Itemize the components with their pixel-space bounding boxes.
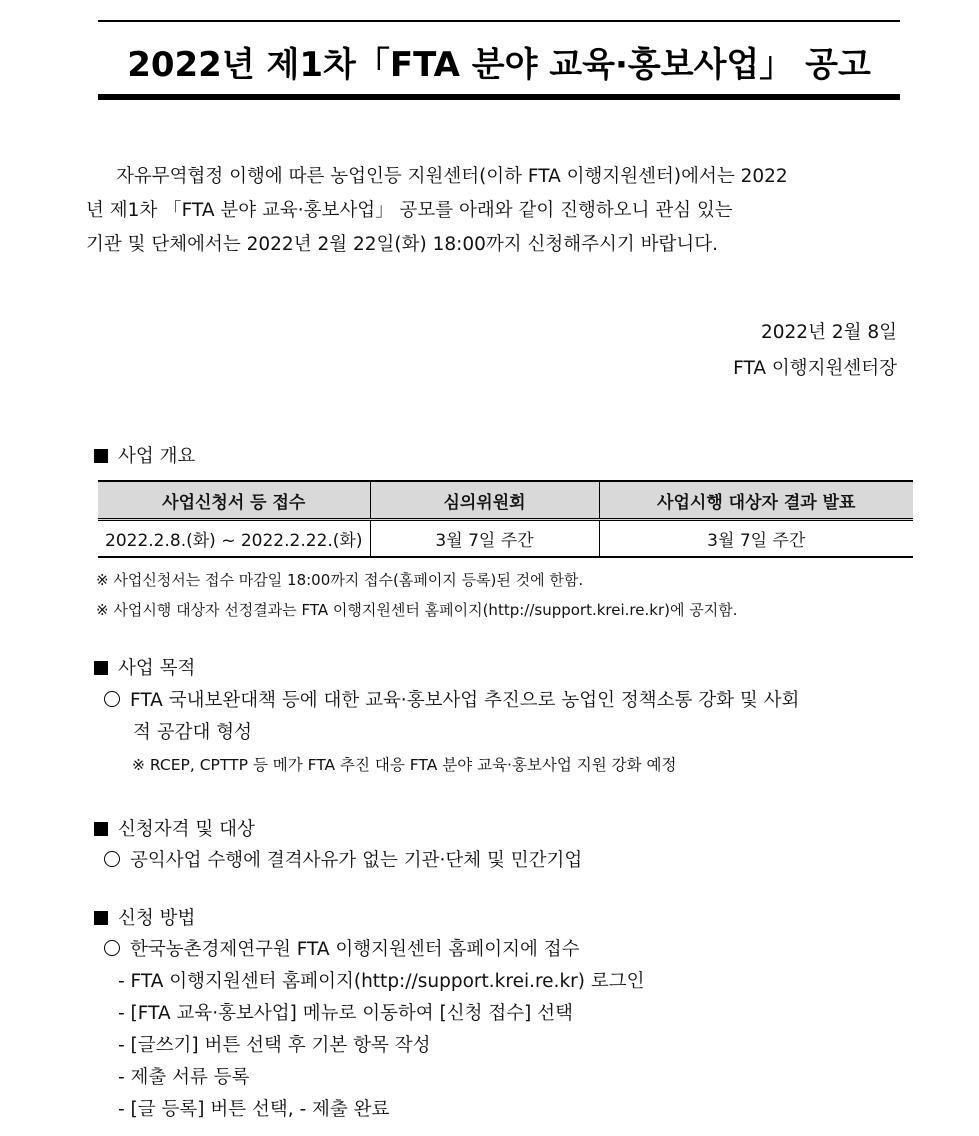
table-header-cell: 사업시행 대상자 결과 발표 (599, 481, 913, 520)
section-heading-purpose: 사업 목적 (94, 654, 195, 680)
intro-line-1: 자유무역협정 이행에 따른 농업인등 지원센터(이하 FTA 이행지원센터)에서는 2022 (116, 166, 788, 187)
square-bullet-icon (94, 449, 108, 463)
overview-note-2: ※ 사업시행 대상자 선정결과는 FTA 이행지원센터 홈페이지(http://support.krei.re.kr)에 공지함. (96, 601, 738, 619)
table-header-cell: 심의위원회 (370, 481, 599, 520)
table-header-cell: 사업신청서 등 접수 (98, 481, 370, 520)
circle-bullet-icon (104, 851, 120, 867)
purpose-item: FTA 국내보완대책 등에 대한 교육‧홍보사업 추진으로 농업인 정책소통 강화 및 사회 (104, 686, 799, 712)
eligibility-item: 공익사업 수행에 결격사유가 없는 기관‧단체 및 민간기업 (104, 846, 582, 872)
intro-paragraph (86, 160, 900, 262)
method-step-1: - FTA 이행지원센터 홈페이지(http://support.krei.re.kr) 로그인 (118, 971, 645, 992)
section-heading-method: 신청 방법 (94, 904, 195, 930)
table-cell: 3월 7일 주간 (370, 520, 599, 558)
purpose-note: ※ RCEP, CPTTP 등 메가 FTA 추진 대응 FTA 분야 교육‧홍보사업 지원 강화 예정 (132, 756, 677, 774)
overview-note-1: ※ 사업신청서는 접수 마감일 18:00까지 접수(홈페이지 등록)된 것에 한함. (96, 571, 584, 589)
table-cell: 3월 7일 주간 (599, 520, 913, 558)
section-heading-eligibility: 신청자격 및 대상 (94, 815, 255, 841)
section-heading-overview: 사업 개요 (94, 442, 195, 468)
intro-line-3: 기관 및 단체에서는 2022년 2월 22일(화) 18:00까지 신청해주시기 바랍니다. (86, 234, 718, 255)
issuer-name: FTA 이행지원센터장 (733, 358, 897, 379)
table-cell: 2022.2.8.(화) ~ 2022.2.22.(화) (98, 520, 370, 558)
intro-line-2: 년 제1차 「FTA 분야 교육‧홍보사업」 공모를 아래와 같이 진행하오니 관심 있는 (86, 200, 733, 221)
title-box (98, 20, 900, 100)
square-bullet-icon (94, 661, 108, 675)
method-step-5: - [글 등록] 버튼 선택, - 제출 완료 (118, 1099, 390, 1120)
method-item: 한국농촌경제연구원 FTA 이행지원센터 홈페이지에 접수 (104, 935, 580, 961)
method-step-4: - 제출 서류 등록 (118, 1067, 250, 1088)
circle-bullet-icon (104, 691, 120, 707)
schedule-table (98, 480, 913, 558)
method-step-2: - [FTA 교육‧홍보사업] 메뉴로 이동하여 [신청 접수] 선택 (118, 1003, 573, 1024)
page-title: 2022년 제1차「FTA 분야 교육·홍보사업」 공고 (127, 45, 871, 85)
table-header-row (98, 481, 913, 520)
square-bullet-icon (94, 911, 108, 925)
circle-bullet-icon (104, 940, 120, 956)
purpose-item-continued: 적 공감대 형성 (133, 722, 252, 743)
table-row (98, 520, 913, 558)
method-step-3: - [글쓰기] 버튼 선택 후 기본 항목 작성 (118, 1035, 431, 1056)
square-bullet-icon (94, 822, 108, 836)
announcement-date: 2022년 2월 8일 (761, 322, 897, 343)
